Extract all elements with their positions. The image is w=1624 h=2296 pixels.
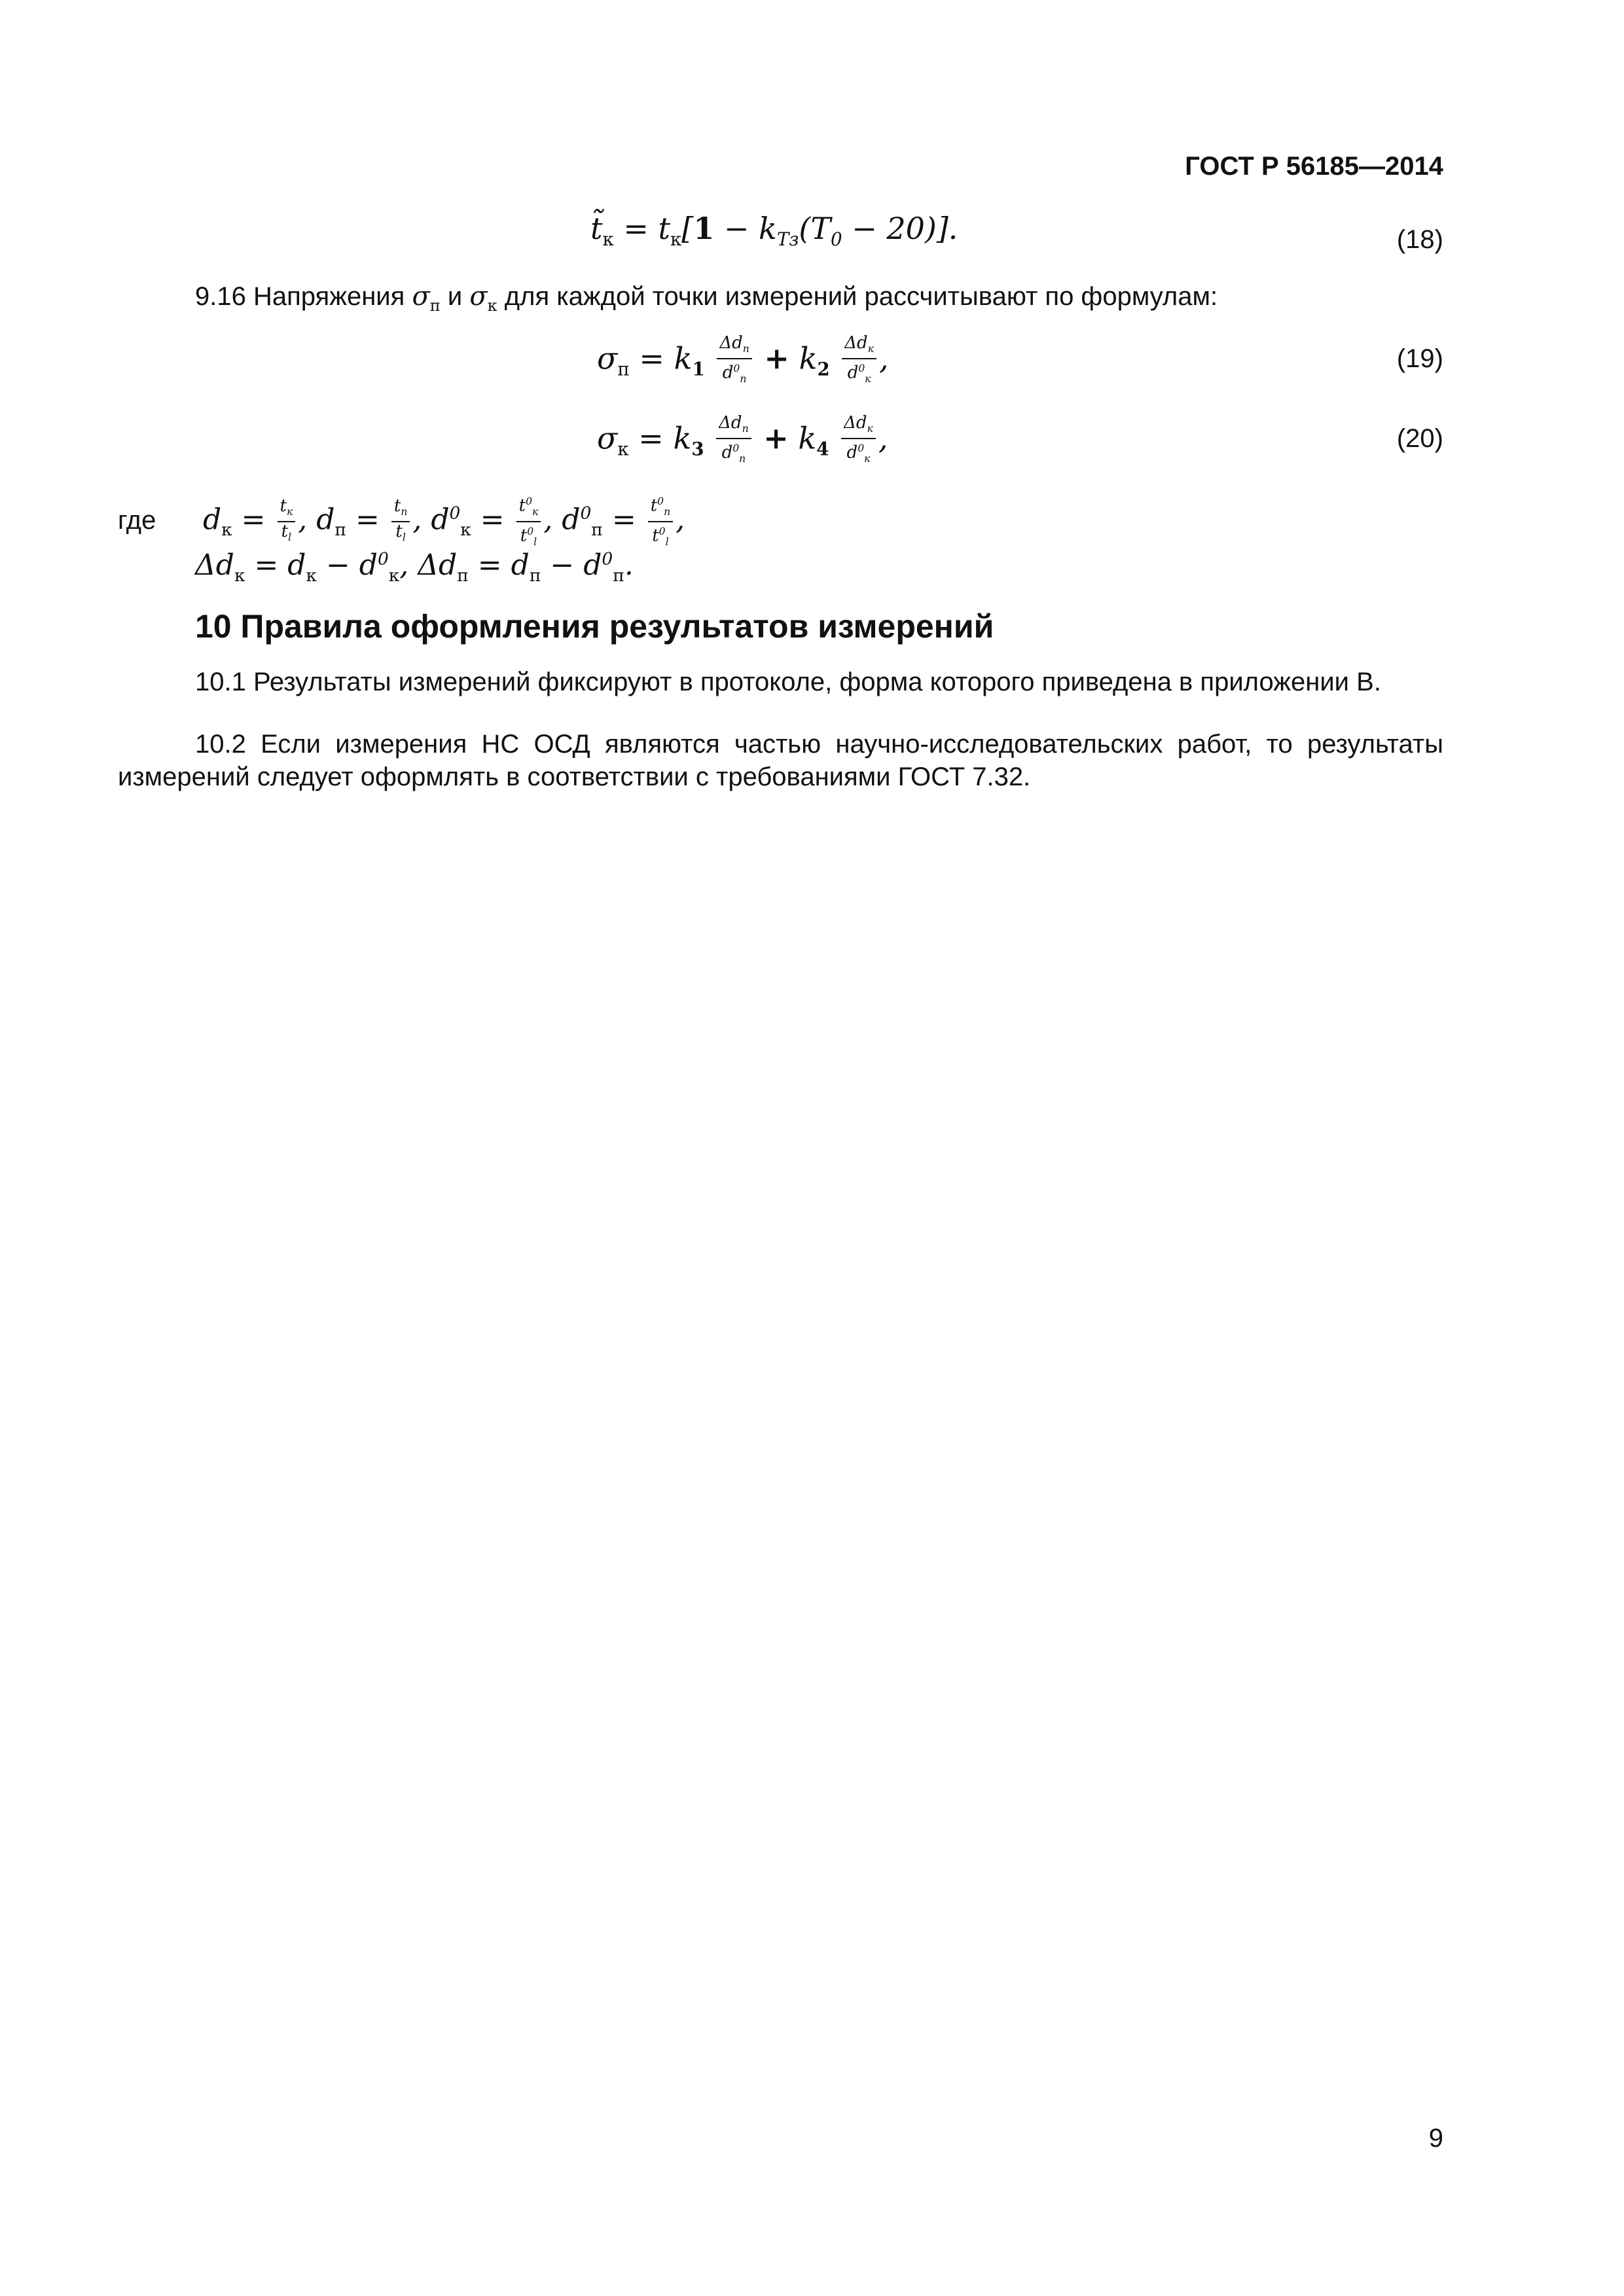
where-definitions-line-2: $\Delta d_к = d_к - d^0_к$, $\Delta d_п = d_п - d^0_п$. [195,548,634,586]
equation-number-18: (18) [1396,225,1443,254]
paragraph-10-2: 10.2 Если измерения НС ОСД являются частью научно-исследовательских работ, то результаты измерений следует оформлять в соответствии с требованиями ГОСТ 7.32. [118,730,1443,791]
paragraph-10-1: 10.1 Результаты измерений фиксируют в протоколе, форма которого приведена в приложении В. [195,668,1381,696]
equation-number-20: (20) [1396,424,1443,453]
where-definitions-line-1: $d_к$ = $\frac{t_к}{t_l}$ , $d_п$ = $\frac{t_п}{t_l}$ , $d^0_к$ = $\frac{t^0_к}{t^0_l}$ , $d^0_п$ = $\frac{t^0_п}{t^0_l}$ , [203,492,685,551]
page-number: 9 [1428,2124,1443,2153]
section-heading: 10 Правила оформления результатов измерений [195,608,994,645]
p916-prefix: 9.16 Напряжения [195,282,405,311]
equation-20: $\sigma_к = k_3$ $\frac{\Delta d_п}{d^0_п}$ + $k_4$ $\frac{\Delta d_к}{d^0_к}$ , [597,413,888,465]
equation-19: $\sigma_п = k_1$ $\frac{\Delta d_п}{d^0_п}$ + $k_2$ $\frac{\Delta d_к}{d^0_к}$ , [597,333,889,386]
p916-and: и [447,282,463,311]
paragraph-9-16: 9.16 Напряжения $\sigma_п$ и $\sigma_к$ для каждой точки измерений рассчитывают по формулам: [195,281,1218,315]
equation-18: $t̃_к = t_к[1 - k_{Tз}(T_0 - 20)]$. [590,211,958,251]
where-label: где [118,506,156,535]
p916-suffix: для каждой точки измерений рассчитывают по формулам: [504,282,1218,311]
standard-header: ГОСТ Р 56185—2014 [1185,152,1443,181]
equation-number-19: (19) [1396,344,1443,373]
